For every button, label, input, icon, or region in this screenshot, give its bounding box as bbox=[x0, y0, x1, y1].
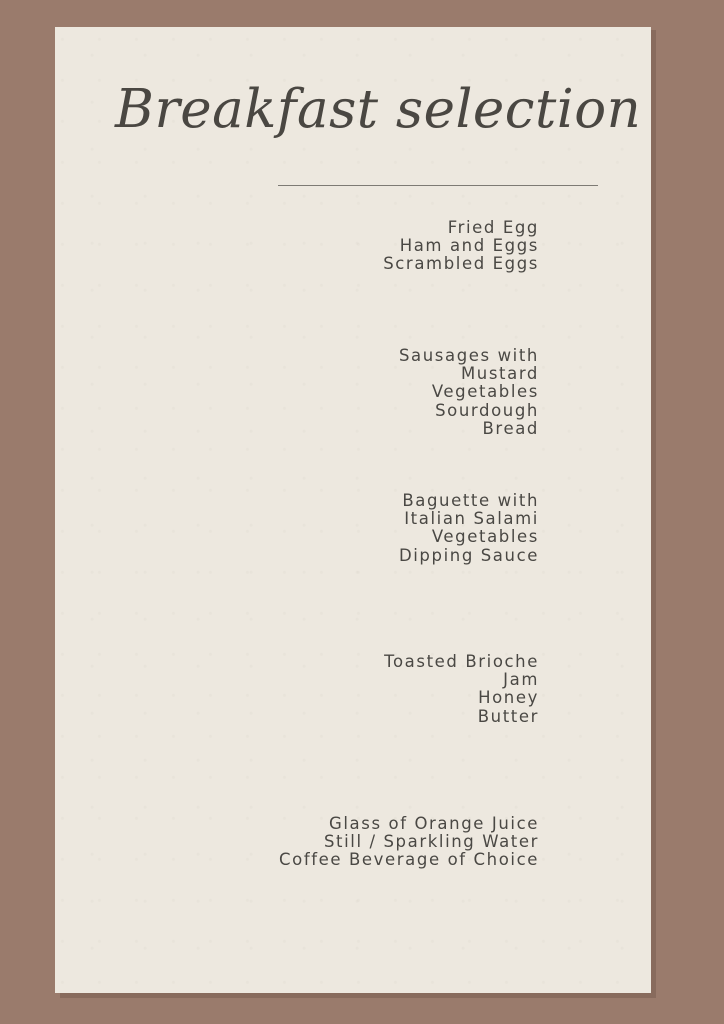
menu-item: Honey bbox=[478, 688, 539, 708]
menu-group-baguette bbox=[399, 492, 539, 565]
menu-item: Italian Salami bbox=[404, 509, 539, 529]
menu-item: Glass of Orange Juice bbox=[328, 814, 539, 833]
menu-item: Sausages with bbox=[398, 346, 539, 365]
menu-item: Butter bbox=[477, 706, 539, 726]
menu-item: Still / Sparkling Water bbox=[323, 832, 539, 852]
menu-item: Ham and Eggs bbox=[399, 236, 539, 256]
menu-card bbox=[55, 27, 651, 993]
menu-group-drinks bbox=[279, 815, 539, 870]
menu-item: Jam bbox=[503, 670, 539, 690]
menu-item: Toasted Brioche bbox=[384, 652, 539, 671]
menu-title: Breakfast selection bbox=[115, 79, 642, 140]
menu-item: Baguette with bbox=[402, 491, 539, 510]
menu-item: Scrambled Eggs bbox=[383, 254, 539, 274]
menu-group-eggs bbox=[383, 219, 539, 274]
title-divider bbox=[278, 185, 598, 186]
menu-item: Mustard bbox=[460, 364, 539, 384]
menu-item: Bread bbox=[482, 418, 539, 438]
menu-item: Vegetables bbox=[431, 382, 539, 402]
menu-item: Vegetables bbox=[431, 527, 539, 547]
menu-group-sausages bbox=[399, 347, 539, 438]
menu-item: Coffee Beverage of Choice bbox=[279, 850, 539, 870]
menu-item: Sourdough bbox=[435, 400, 539, 420]
menu-item: Dipping Sauce bbox=[398, 545, 539, 565]
menu-item: Fried Egg bbox=[447, 218, 539, 237]
menu-group-brioche bbox=[384, 653, 539, 726]
